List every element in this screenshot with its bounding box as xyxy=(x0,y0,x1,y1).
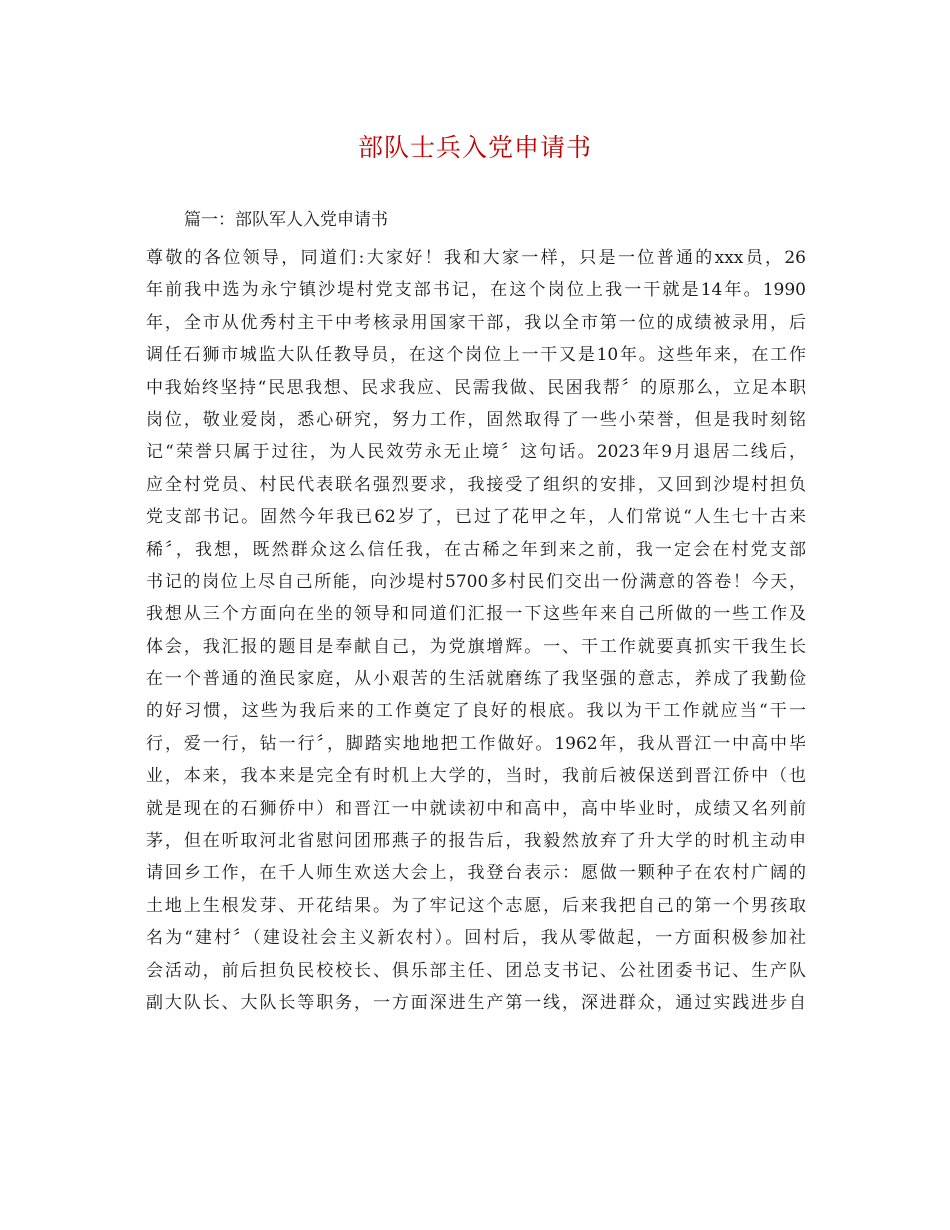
body-line: 年，全市从优秀村主干中考核录用国家干部，我以全市第一位的成绩被录用，后 xyxy=(146,312,806,333)
body-line: 行，爱一行，钻一行〞，脚踏实地地把工作做好。1962年，我从晋江一中高中毕 xyxy=(146,733,806,754)
body-line: 书记的岗位上尽自己所能，向沙堤村5700多村民们交出一份满意的答卷！今天， xyxy=(146,571,806,592)
body-line: 土地上生根发芽、开花结果。为了牢记这个志愿，后来我把自己的第一个男孩取 xyxy=(146,895,806,916)
body-line: 茅，但在听取河北省慰问团邢燕子的报告后，我毅然放弃了升大学的时机主动申 xyxy=(146,831,806,852)
body-line: 调任石狮市城监大队任教导员，在这个岗位上一干又是10年。这些年来，在工作 xyxy=(146,345,806,366)
body-line: 的好习惯，这些为我后来的工作奠定了良好的根底。我以为干工作就应当“干一 xyxy=(146,701,806,722)
body-line: 记“荣誉只属于过往，为人民效劳永无止境〞这句话。2023年9月退居二线后， xyxy=(146,442,806,463)
body-line: 副大队长、大队长等职务，一方面深进生产第一线，深进群众，通过实践进步自 xyxy=(146,992,806,1013)
body-line: 名为“建村〞（建设社会主义新农村）。回村后，我从零做起，一方面积极参加社 xyxy=(146,928,806,949)
body-line: 中我始终坚持“民思我想、民求我应、民需我做、民困我帮〞的原那么，立足本职 xyxy=(146,377,806,398)
body-line: 体会，我汇报的题目是奉献自己，为党旗增辉。一、干工作就要真抓实干我生长 xyxy=(146,636,806,657)
body-line: 在一个普通的渔民家庭，从小艰苦的生活就磨练了我坚强的意志，养成了我勤俭 xyxy=(146,669,806,690)
body-line: 党支部书记。固然今年我已62岁了，已过了花甲之年，人们常说“人生七十古来 xyxy=(146,507,806,528)
body-line: 岗位，敬业爱岗，悉心研究，努力工作，固然取得了一些小荣誉，但是我时刻铭 xyxy=(146,409,806,430)
body-line: 我想从三个方面向在坐的领导和同道们汇报一下这些年来自己所做的一些工作及 xyxy=(146,604,806,625)
body-line: 年前我中选为永宁镇沙堤村党支部书记，在这个岗位上我一干就是14年。1990 xyxy=(146,280,806,301)
body-line: 就是现在的石狮侨中）和晋江一中就读初中和高中，高中毕业时，成绩又名列前 xyxy=(146,798,806,819)
body-line: 会活动，前后担负民校校长、俱乐部主任、团总支书记、公社团委书记、生产队 xyxy=(146,960,806,981)
section-heading: 篇一：部队军人入党申请书 xyxy=(184,210,388,230)
body-line: 尊敬的各位领导，同道们:大家好！我和大家一样，只是一位普通的xxx员，26 xyxy=(146,248,806,268)
body-line: 请回乡工作，在千人师生欢送大会上，我登台表示：愿做一颗种子在农村广阔的 xyxy=(146,863,806,884)
body-line: 业，本来，我本来是完全有时机上大学的，当时，我前后被保送到晋江侨中（也 xyxy=(146,766,806,787)
body-line: 应全村党员、村民代表联名强烈要求，我接受了组织的安排，又回到沙堤村担负 xyxy=(146,474,806,495)
body-text xyxy=(146,242,806,1019)
page-title: 部队士兵入党申请书 xyxy=(357,133,592,162)
body-line: 稀〞，我想，既然群众这么信任我，在古稀之年到来之前，我一定会在村党支部 xyxy=(146,539,806,560)
